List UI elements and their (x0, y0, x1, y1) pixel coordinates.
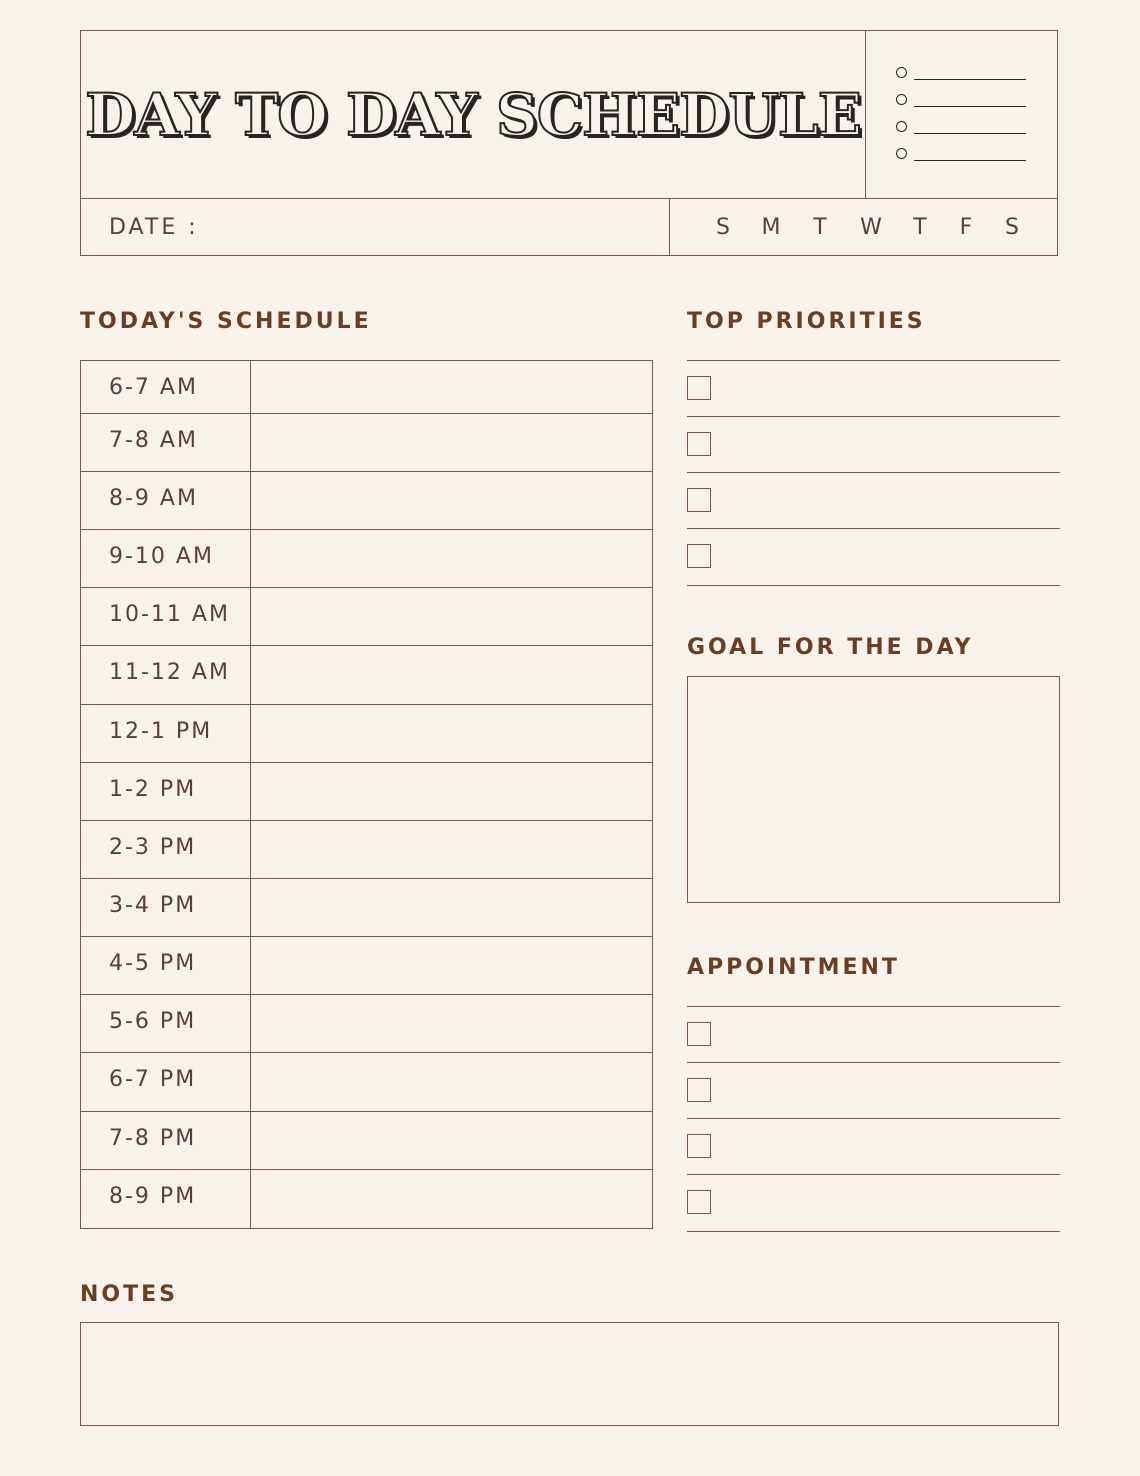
checkbox-icon[interactable] (687, 376, 711, 400)
time-slot-label: 3-4 PM (109, 893, 197, 918)
table-row[interactable] (81, 994, 652, 1052)
table-row[interactable] (81, 413, 652, 471)
goal-box[interactable] (687, 676, 1060, 903)
list-item[interactable] (687, 528, 1060, 586)
date-field[interactable] (81, 198, 670, 256)
priorities-list (687, 360, 1060, 586)
table-row[interactable] (81, 1111, 652, 1169)
appointment-list (687, 1006, 1060, 1232)
time-slot-label: 7-8 AM (109, 428, 198, 453)
bullet-line-2[interactable] (896, 92, 1026, 108)
day-wednesday[interactable]: W (860, 215, 882, 240)
table-row[interactable] (81, 1169, 652, 1227)
circle-bullet-icon (896, 94, 907, 105)
bullet-line-4[interactable] (896, 146, 1026, 162)
time-slot-label: 6-7 PM (109, 1067, 197, 1092)
time-slot-label: 11-12 AM (109, 660, 230, 685)
table-row[interactable] (81, 704, 652, 762)
schedule-table (80, 360, 653, 1229)
circle-bullet-icon (896, 67, 907, 78)
weekday-selector (670, 198, 1057, 256)
table-row[interactable] (81, 587, 652, 645)
day-tuesday[interactable]: T (813, 215, 827, 240)
day-friday[interactable]: F (959, 215, 973, 240)
list-item[interactable] (687, 416, 1060, 472)
table-row[interactable] (81, 361, 652, 419)
time-slot-label: 1-2 PM (109, 777, 197, 802)
time-slot-label: 12-1 PM (109, 719, 213, 744)
write-line (914, 160, 1026, 161)
table-row[interactable] (81, 1052, 652, 1110)
checkbox-icon[interactable] (687, 1022, 711, 1046)
list-item[interactable] (687, 1062, 1060, 1118)
time-slot-label: 7-8 PM (109, 1126, 197, 1151)
table-row[interactable] (81, 471, 652, 529)
notes-heading: NOTES (80, 1282, 178, 1307)
bullet-line-1[interactable] (896, 65, 1026, 81)
time-slot-label: 4-5 PM (109, 951, 197, 976)
checkbox-icon[interactable] (687, 1134, 711, 1158)
table-row[interactable] (81, 645, 652, 703)
day-monday[interactable]: M (761, 215, 781, 240)
time-slot-label: 6-7 AM (109, 375, 198, 400)
circle-bullet-icon (896, 121, 907, 132)
list-item[interactable] (687, 1006, 1060, 1062)
checkbox-icon[interactable] (687, 432, 711, 456)
circle-bullet-icon (896, 148, 907, 159)
list-item[interactable] (687, 1118, 1060, 1174)
priorities-heading: TOP PRIORITIES (687, 309, 926, 334)
table-row[interactable] (81, 820, 652, 878)
table-row[interactable] (81, 762, 652, 820)
checkbox-icon[interactable] (687, 1078, 711, 1102)
list-item[interactable] (687, 360, 1060, 416)
time-slot-label: 2-3 PM (109, 835, 197, 860)
checkbox-icon[interactable] (687, 1190, 711, 1214)
title-cell (81, 31, 866, 198)
appointment-heading: APPOINTMENT (687, 955, 900, 980)
time-slot-label: 8-9 AM (109, 486, 198, 511)
time-slot-label: 5-6 PM (109, 1009, 197, 1034)
list-item[interactable] (687, 472, 1060, 528)
date-label: DATE : (109, 215, 199, 240)
column-divider (250, 361, 251, 1228)
table-row[interactable] (81, 878, 652, 936)
list-item[interactable] (687, 1174, 1060, 1232)
header-bullet-list (866, 31, 1057, 198)
write-line (914, 79, 1026, 80)
time-slot-label: 10-11 AM (109, 602, 230, 627)
write-line (914, 133, 1026, 134)
write-line (914, 106, 1026, 107)
schedule-heading: TODAY'S SCHEDULE (80, 309, 372, 334)
goal-heading: GOAL FOR THE DAY (687, 635, 974, 660)
time-slot-label: 8-9 PM (109, 1184, 197, 1209)
table-row[interactable] (81, 936, 652, 994)
day-saturday[interactable]: S (1005, 215, 1019, 240)
day-thursday[interactable]: T (913, 215, 927, 240)
bullet-line-3[interactable] (896, 119, 1026, 135)
page-title: DAY TO DAY SCHEDULE (85, 80, 861, 149)
checkbox-icon[interactable] (687, 488, 711, 512)
day-sunday[interactable]: S (716, 215, 730, 240)
table-row[interactable] (81, 529, 652, 587)
checkbox-icon[interactable] (687, 544, 711, 568)
time-slot-label: 9-10 AM (109, 544, 214, 569)
notes-box[interactable] (80, 1322, 1059, 1426)
header-box (80, 30, 1058, 256)
